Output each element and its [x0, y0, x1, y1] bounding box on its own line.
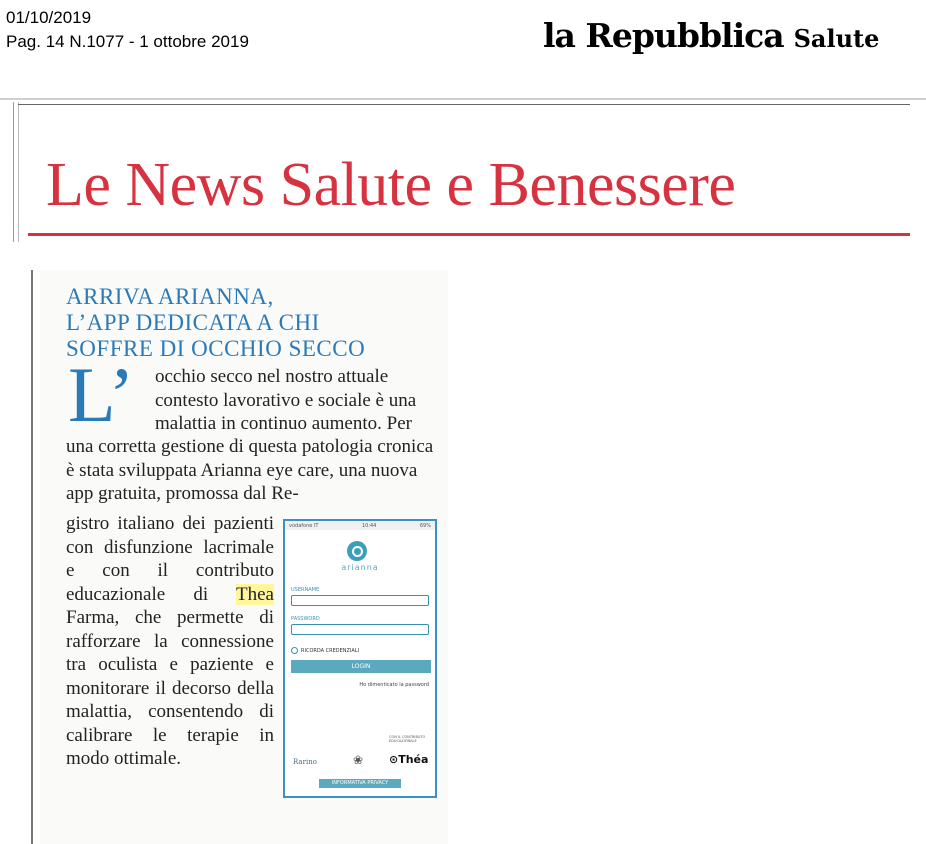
- section-title: Le News Salute e Benessere: [46, 151, 736, 219]
- login-button: LOGIN: [291, 660, 431, 673]
- forgot-password-link: Ho dimenticato la password: [359, 682, 429, 688]
- status-time: 10:44: [361, 522, 377, 529]
- app-screenshot: [283, 519, 437, 798]
- arianna-logo-icon: [347, 541, 367, 561]
- clipping-page-info: Pag. 14 N.1077 - 1 ottobre 2019: [6, 32, 249, 51]
- headline-line-3: SOFFRE DI OCCHIO SECCO: [66, 336, 366, 361]
- paragraph-3-text-a: gistro italiano dei pazienti con disfunzione lacrimale e con il contributo educazionale di: [66, 513, 274, 605]
- password-label: PASSWORD: [291, 616, 320, 622]
- article-paragraph-3: [66, 512, 274, 771]
- headline-line-2: L’APP DEDICATA A CHI: [66, 310, 320, 335]
- status-carrier: vodafone IT: [289, 522, 319, 529]
- column-rule: [31, 270, 33, 844]
- masthead-name: la Repubblica: [543, 16, 784, 55]
- username-label: USERNAME: [291, 587, 320, 593]
- headline-line-1: ARRIVA ARIANNA,: [66, 284, 274, 309]
- newspaper-masthead: [543, 16, 879, 55]
- phone-status-bar: [285, 521, 435, 530]
- header-divider: [0, 98, 926, 100]
- masthead-section: Salute: [793, 24, 880, 53]
- thea-logo: ⊙Théa: [389, 753, 429, 766]
- frame-line-left: [13, 102, 14, 242]
- article-paragraph-1: occhio secco nel nostro attuale contesto lavorativo e sociale è una malattia in continuo aumento. Per: [155, 366, 417, 434]
- highlighted-keyword: Thea: [236, 583, 274, 605]
- section-title-rule: [28, 233, 910, 236]
- app-name: arianna: [341, 563, 379, 572]
- password-field: [291, 624, 429, 635]
- remember-label: RICORDA CREDENZIALI: [301, 647, 360, 654]
- frame-line-left-inner: [18, 102, 19, 242]
- drop-cap: L’: [68, 351, 135, 438]
- article-paragraph-2: una corretta gestione di questa patologia cronica è stata sviluppata Arianna eye care, una nuova app gratuita, promossa dal Re-: [66, 436, 434, 504]
- status-battery: 69%: [419, 522, 431, 529]
- thea-logo-text: Théa: [398, 753, 429, 766]
- clipping-meta: [6, 6, 249, 54]
- frame-line-top: [18, 104, 910, 105]
- remember-credentials: [291, 647, 359, 654]
- paragraph-3-text-b: Farma, che permette di rafforzare la connessione tra oculista e paziente e monitorare il decorso della malattia, consentendo di calibrare le terapie in modo ottimale.: [66, 607, 274, 769]
- username-field: [291, 595, 429, 606]
- sponsor-note: CON IL CONTRIBUTO EDUCAZIONALE: [389, 735, 426, 743]
- clipping-date: 01/10/2019: [6, 8, 92, 27]
- privacy-button: INFORMATIVA PRIVACY: [319, 779, 401, 788]
- registry-logo-icon: ❀: [353, 753, 364, 767]
- sponsor-logo-rarino: Rarino: [293, 758, 317, 766]
- radio-icon: [291, 647, 298, 654]
